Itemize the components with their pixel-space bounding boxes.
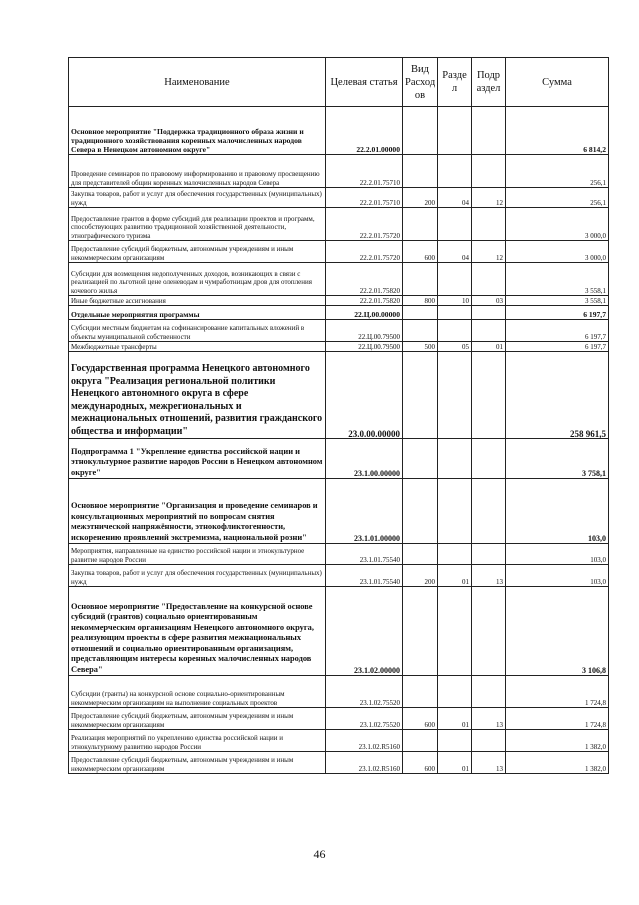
table-row [69, 565, 609, 587]
row-code: 23.1.02.R5160 [326, 730, 403, 752]
row-vid [403, 439, 438, 479]
row-podrazdel [472, 320, 506, 342]
header-sum: Сумма [506, 58, 609, 107]
table-row [69, 708, 609, 730]
row-code: 22.2.01.75710 [326, 155, 403, 188]
row-code: 23.1.00.00000 [326, 439, 403, 479]
row-razdel: 01 [438, 565, 472, 587]
row-podrazdel: 12 [472, 241, 506, 263]
row-code: 23.1.02.75520 [326, 708, 403, 730]
row-sum: 1 382,0 [506, 752, 609, 774]
row-name: Подпрограмма 1 "Укрепление единства российской нации и этнокультурное развитие народов России в Ненецком автономном округе" [69, 439, 326, 479]
table-row [69, 730, 609, 752]
table-row [69, 263, 609, 296]
row-code: 22.Ц.00.79500 [326, 342, 403, 352]
row-sum: 6 197,7 [506, 342, 609, 352]
row-podrazdel: 01 [472, 342, 506, 352]
header-vid: Вид Расход ов [403, 58, 438, 107]
table-row [69, 188, 609, 208]
row-name: Закупка товаров, работ и услуг для обеспечения государственных (муниципальных) нужд [69, 188, 326, 208]
row-vid [403, 263, 438, 296]
row-podrazdel [472, 676, 506, 708]
row-podrazdel: 13 [472, 565, 506, 587]
row-razdel [438, 208, 472, 241]
row-razdel [438, 676, 472, 708]
row-sum: 3 558,1 [506, 263, 609, 296]
table-row [69, 479, 609, 544]
row-name: Межбюджетные трансферты [69, 342, 326, 352]
row-razdel [438, 306, 472, 320]
row-vid [403, 352, 438, 439]
row-vid [403, 107, 438, 155]
row-podrazdel [472, 544, 506, 565]
table-row [69, 241, 609, 263]
row-podrazdel: 13 [472, 708, 506, 730]
table-body [69, 107, 609, 774]
row-vid: 600 [403, 241, 438, 263]
row-name: Субсидии для возмещения недополученных доходов, возникающих в связи с реализацией по льготной цене оленеводам и чумработницам дров для отопления кочевого жилья [69, 263, 326, 296]
row-sum: 3 758,1 [506, 439, 609, 479]
row-podrazdel [472, 208, 506, 241]
row-code: 22.2.01.00000 [326, 107, 403, 155]
row-vid: 200 [403, 188, 438, 208]
row-code: 23.0.00.00000 [326, 352, 403, 439]
row-name: Иные бюджетные ассигнования [69, 296, 326, 306]
row-code: 22.Ц.00.79500 [326, 320, 403, 342]
row-code: 22.2.01.75820 [326, 296, 403, 306]
row-sum: 1 724,8 [506, 676, 609, 708]
row-podrazdel [472, 155, 506, 188]
budget-table [68, 57, 609, 774]
row-code: 23.1.02.R5160 [326, 752, 403, 774]
row-code: 23.1.02.00000 [326, 587, 403, 676]
row-name: Предоставление грантов в форме субсидий для реализации проектов и программ, способствующих развитию традиционной хозяйственной деятельности, этнографического туризма [69, 208, 326, 241]
row-vid [403, 544, 438, 565]
table-row [69, 155, 609, 188]
row-name: Реализация мероприятий по укреплению единства российской нации и этнокультурному развитию народов России [69, 730, 326, 752]
row-razdel [438, 439, 472, 479]
row-podrazdel [472, 479, 506, 544]
header-code: Целевая статья [326, 58, 403, 107]
table-row [69, 752, 609, 774]
row-name: Субсидии (гранты) на конкурсной основе социально-ориентированным некоммерческим организациям на выполнение социальных проектов [69, 676, 326, 708]
row-name: Предоставление субсидий бюджетным, автономным учреждениям и иным некоммерческим организациям [69, 752, 326, 774]
row-sum: 256,1 [506, 155, 609, 188]
row-name: Основное мероприятие "Поддержка традиционного образа жизни и традиционного хозяйствования коренных малочисленных народов Севера в Ненецком автономном округе" [69, 107, 326, 155]
row-vid [403, 208, 438, 241]
row-razdel [438, 587, 472, 676]
row-code: 22.2.01.75820 [326, 263, 403, 296]
table-row [69, 587, 609, 676]
row-code: 22.2.01.75710 [326, 188, 403, 208]
row-sum: 256,1 [506, 188, 609, 208]
row-razdel [438, 544, 472, 565]
row-vid [403, 730, 438, 752]
row-code: 22.2.01.75720 [326, 241, 403, 263]
row-vid [403, 155, 438, 188]
row-razdel: 01 [438, 752, 472, 774]
row-code: 23.1.02.75520 [326, 676, 403, 708]
row-sum: 1 724,8 [506, 708, 609, 730]
row-sum: 3 000,0 [506, 208, 609, 241]
row-razdel [438, 320, 472, 342]
row-podrazdel [472, 306, 506, 320]
header-razdel: Разде л [438, 58, 472, 107]
row-podrazdel [472, 587, 506, 676]
row-name: Субсидии местным бюджетам на софинансирование капитальных вложений в объекты муниципальной собственности [69, 320, 326, 342]
page-number: 46 [313, 847, 326, 861]
row-podrazdel: 13 [472, 752, 506, 774]
row-vid [403, 676, 438, 708]
row-razdel: 01 [438, 708, 472, 730]
row-razdel: 05 [438, 342, 472, 352]
row-name: Предоставление субсидий бюджетным, автономным учреждениям и иным некоммерческим организациям [69, 241, 326, 263]
row-vid [403, 320, 438, 342]
table-row [69, 352, 609, 439]
table-header-row [69, 58, 609, 107]
row-vid [403, 587, 438, 676]
row-sum: 1 382,0 [506, 730, 609, 752]
row-razdel [438, 107, 472, 155]
row-vid [403, 479, 438, 544]
row-razdel [438, 479, 472, 544]
row-code: 22.Ц.00.00000 [326, 306, 403, 320]
table-row [69, 296, 609, 306]
row-podrazdel: 03 [472, 296, 506, 306]
row-podrazdel [472, 263, 506, 296]
row-code: 23.1.01.75540 [326, 544, 403, 565]
row-vid [403, 306, 438, 320]
row-sum: 103,0 [506, 544, 609, 565]
row-razdel: 04 [438, 241, 472, 263]
row-sum: 6 814,2 [506, 107, 609, 155]
header-name: Наименование [69, 58, 326, 107]
row-razdel: 04 [438, 188, 472, 208]
table-row [69, 208, 609, 241]
row-vid: 200 [403, 565, 438, 587]
row-name: Основное мероприятие "Организация и проведение семинаров и консультационных мероприятий по вопросам снятия межэтнической напряжённости, этнокофликтогенности, искоренению проявлений экстремизма, национальной розни" [69, 479, 326, 544]
table-row [69, 439, 609, 479]
row-razdel [438, 155, 472, 188]
table-row [69, 676, 609, 708]
table-row [69, 306, 609, 320]
table-row [69, 544, 609, 565]
row-sum: 6 197,7 [506, 320, 609, 342]
row-vid: 600 [403, 708, 438, 730]
row-sum: 3 558,1 [506, 296, 609, 306]
document-page [68, 57, 608, 774]
row-podrazdel [472, 730, 506, 752]
row-podrazdel: 12 [472, 188, 506, 208]
table-row [69, 107, 609, 155]
row-code: 23.1.01.75540 [326, 565, 403, 587]
row-name: Проведение семинаров по правовому информированию и правовому просвещению для представителей общин коренных малочисленных народов Севера [69, 155, 326, 188]
row-razdel [438, 730, 472, 752]
row-podrazdel [472, 439, 506, 479]
row-podrazdel [472, 107, 506, 155]
row-vid: 600 [403, 752, 438, 774]
row-sum: 3 106,8 [506, 587, 609, 676]
row-sum: 6 197,7 [506, 306, 609, 320]
row-razdel: 10 [438, 296, 472, 306]
row-name: Отдельные мероприятия программы [69, 306, 326, 320]
row-code: 22.2.01.75720 [326, 208, 403, 241]
row-vid: 800 [403, 296, 438, 306]
row-code: 23.1.01.00000 [326, 479, 403, 544]
row-sum: 258 961,5 [506, 352, 609, 439]
row-sum: 103,0 [506, 479, 609, 544]
row-razdel [438, 352, 472, 439]
row-name: Мероприятия, направленные на единство российской нации и этнокультурное развитие народов России [69, 544, 326, 565]
row-podrazdel [472, 352, 506, 439]
row-name: Предоставление субсидий бюджетным, автономным учреждениям и иным некоммерческим организациям [69, 708, 326, 730]
table-row [69, 320, 609, 342]
table-row [69, 342, 609, 352]
row-vid: 500 [403, 342, 438, 352]
row-name: Государственная программа Ненецкого автономного округа "Реализация региональной политики Ненецкого автономного округа в сфере международных, межрегиональных и межнациональных отношений, развития гражданского общества и информации" [69, 352, 326, 439]
header-podrazdel: Подр аздел [472, 58, 506, 107]
row-razdel [438, 263, 472, 296]
row-name: Основное мероприятие "Предоставление на конкурсной основе субсидий (грантов) социально ориентированным некоммерческим организациям Ненецкого автономного округа, реализующим проекты в сфере развития межнациональных отношений и социально ориентированным организациям, представляющим интересы коренных малочисленных народов Севера" [69, 587, 326, 676]
row-name: Закупка товаров, работ и услуг для обеспечения государственных (муниципальных) нужд [69, 565, 326, 587]
row-sum: 103,0 [506, 565, 609, 587]
row-sum: 3 000,0 [506, 241, 609, 263]
